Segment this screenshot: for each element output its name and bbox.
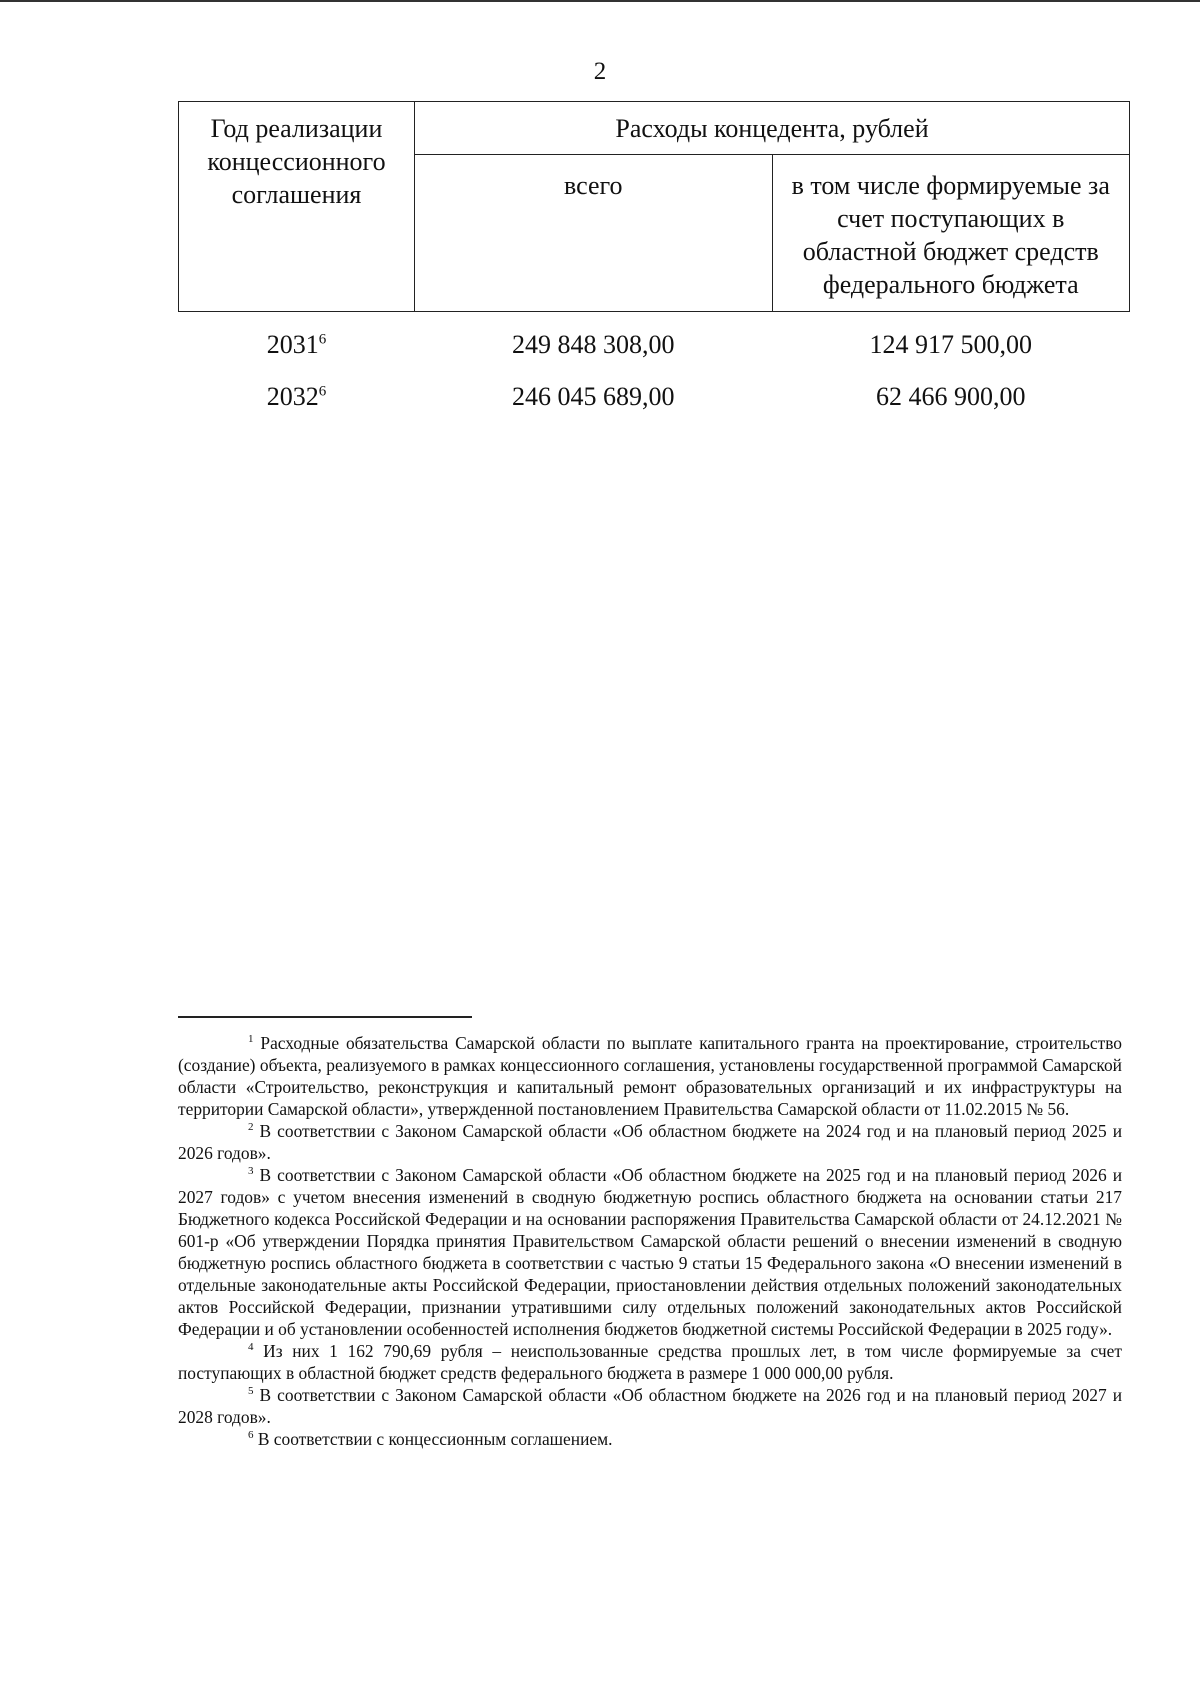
year-cell: 2032$^6$ [266, 381, 327, 411]
table-row [179, 312, 1130, 371]
footnote-5: $^5$ В соответствии с Законом Самарской области «Об областном бюджете на 2026 год и на плановый период 2027 и 2028 годов». [178, 1385, 1122, 1427]
federal-cell: 124 917 500,00 [869, 329, 1032, 359]
footnote-ref: 6 [318, 382, 327, 399]
page-number: 2 [593, 58, 607, 85]
footnotes [178, 1032, 1122, 1450]
header-total: всего [415, 155, 773, 312]
table-row [179, 370, 1130, 422]
footnote-6: $^6$ В соответствии с концессионным соглашением. [248, 1429, 613, 1449]
year-cell: 2031$^6$ [266, 329, 327, 359]
footnote-4: $^4$ Из них 1 162 790,69 рубля – неиспользованные средства прошлых лет, в том числе формируемые за счет поступающих в областной бюджет средств федерального бюджета в размере 1 000 000,00 рубля. [178, 1341, 1122, 1383]
footnote-ref: 6 [318, 330, 327, 347]
header-federal: в том числе формируемые за счет поступающих в областной бюджет средств федерального бюджета [772, 155, 1130, 312]
total-cell: 246 045 689,00 [512, 381, 675, 411]
total-cell: 249 848 308,00 [512, 329, 675, 359]
header-year: Год реализации концессионного соглашения [179, 102, 415, 312]
top-border-line [0, 0, 1200, 2]
footnote-1: $^1$ Расходные обязательства Самарской области по выплате капитального гранта на проектирование, строительство (создание) объекта, реализуемого в рамках концессионного соглашения, установлены государственной программой Самарской области «Строительство, реконструкция и капитальный ремонт образовательных организаций и их инфраструктуры на территории Самарской области», утвержденной постановлением Правительства Самарской области от 11.02.2015 № 56. [178, 1033, 1122, 1119]
footnote-2: $^2$ В соответствии с Законом Самарской области «Об областном бюджете на 2024 год и на плановый период 2025 и 2026 годов». [178, 1121, 1122, 1163]
header-expenses-group: Расходы концедента, рублей [415, 102, 1130, 155]
expenses-table [178, 101, 1130, 422]
federal-cell: 62 466 900,00 [876, 381, 1026, 411]
footnote-3: $^3$ В соответствии с Законом Самарской области «Об областном бюджете на 2025 год и на плановый период 2026 и 2027 годов» с учетом внесения изменений в сводную бюджетную роспись областного бюджета на основании статьи 217 Бюджетного кодекса Российской Федерации и на основании распоряжения Правительства Самарской области от 24.12.2021 № 601-р «Об утверждении Порядка принятия Правительством Самарской области решений о внесении изменений в сводную бюджетную роспись областного бюджета в соответствии с частью 9 статьи 15 Федерального закона «О внесении изменений в отдельные законодательные акты Российской Федерации, приостановлении действия отдельных положений законодательных актов Российской Федерации, признании утратившими силу отдельных положений законодательных актов Российской Федерации и об установлении особенностей исполнения бюджетов бюджетной системы Российской Федерации в 2025 году». [178, 1165, 1122, 1339]
footnote-separator [178, 1016, 472, 1018]
